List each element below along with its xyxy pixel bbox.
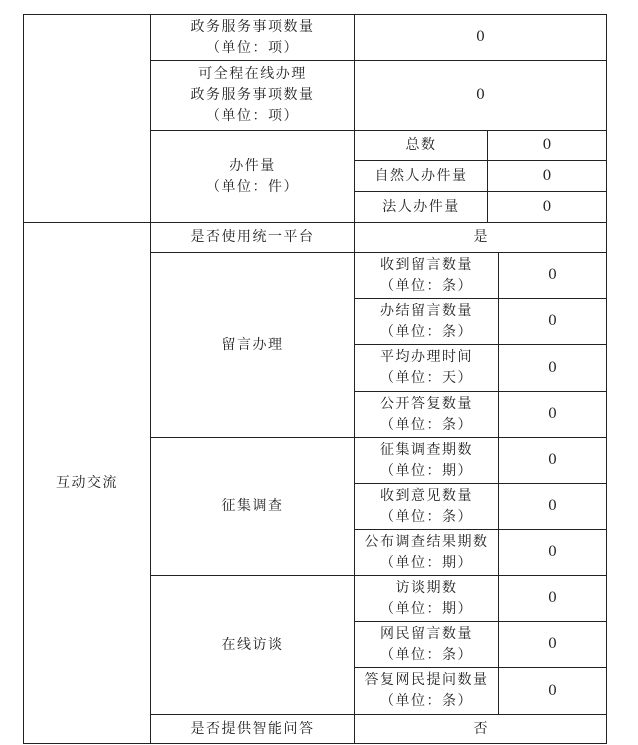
messages-concluded-value: 0	[548, 313, 557, 329]
unified-platform-label: 是否使用统一平台	[190, 229, 315, 245]
interview-periods-label: 访谈期数 （单位：期）	[380, 579, 473, 617]
unified-platform-value: 是	[473, 229, 488, 245]
handling-legal-label: 法人办件量	[382, 198, 460, 215]
messages-received-value: 0	[548, 267, 557, 283]
survey-periods-value: 0	[548, 452, 557, 468]
messages-avg-time-label: 平均办理时间 （单位：天）	[380, 349, 473, 386]
messages-public-replies-value: 0	[548, 406, 557, 422]
survey-opinions-value: 0	[548, 498, 557, 514]
interaction-section-label: 互动交流	[56, 474, 118, 491]
survey-periods-label: 征集调查期数 （单位：期）	[380, 441, 473, 479]
handling-natural-value: 0	[542, 167, 552, 184]
survey-label: 征集调查	[221, 498, 284, 514]
smart-qa-value: 否	[473, 720, 488, 737]
survey-results-value: 0	[548, 544, 557, 560]
handling-label: 办件量 （单位：件）	[206, 157, 299, 195]
messages-public-replies-label: 公开答复数量 （单位：条）	[380, 395, 473, 433]
survey-results-label: 公布调查结果期数 （单位：期）	[364, 533, 489, 571]
messages-concluded-label: 办结留言数量 （单位：条）	[380, 302, 473, 340]
interview-label: 在线访谈	[221, 636, 284, 653]
online-items-label: 可全程在线办理 政务服务事项数量 （单位：项）	[190, 66, 315, 124]
interview-answered-label: 答复网民提问数量 （单位：条）	[364, 672, 489, 709]
online-items-value: 0	[476, 87, 485, 103]
service-items-label: 政务服务事项数量 （单位：项）	[190, 18, 315, 56]
handling-natural-label: 自然人办件量	[374, 167, 468, 184]
service-items-value: 0	[476, 29, 485, 45]
handling-total-label: 总数	[405, 137, 437, 153]
interview-periods-value: 0	[548, 590, 557, 606]
handling-total-value: 0	[542, 137, 552, 153]
messages-avg-time-value: 0	[548, 359, 557, 376]
interview-netizen-msgs-value: 0	[548, 636, 557, 652]
interview-netizen-msgs-label: 网民留言数量 （单位：条）	[380, 625, 473, 663]
messages-label: 留言办理	[221, 336, 284, 353]
handling-legal-value: 0	[542, 198, 552, 215]
messages-received-label: 收到留言数量 （单位：条）	[380, 256, 473, 294]
interview-answered-value: 0	[548, 682, 557, 699]
smart-qa-label: 是否提供智能问答	[190, 720, 315, 737]
survey-opinions-label: 收到意见数量 （单位：条）	[380, 487, 473, 525]
